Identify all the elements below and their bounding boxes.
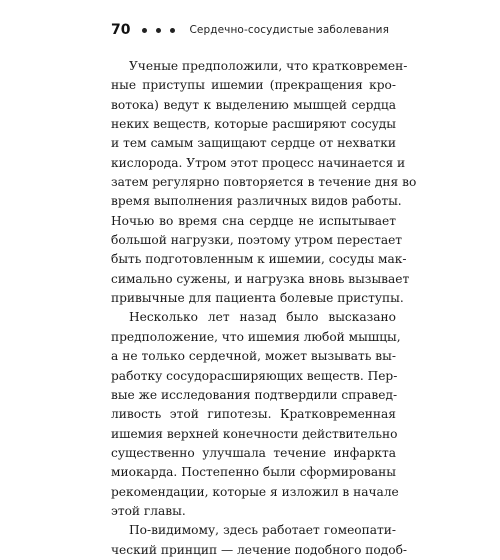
body-text — [111, 57, 417, 560]
text-line: Ночью во время сна сердце не испытывает — [111, 213, 396, 228]
text-line: ческий принцип — лечение подобного подоб- — [111, 542, 408, 557]
text-line: кислорода. Утром этот процесс начинается и — [111, 155, 406, 170]
paragraph — [111, 308, 401, 521]
running-title: Сердечно-сосудистые заболевания — [189, 24, 390, 36]
page-number: 70 — [111, 22, 131, 38]
text-line: быть подготовленным к ишемии, сосуды мак- — [111, 252, 407, 267]
text-line: неких веществ, которые расширяют сосуды — [111, 117, 396, 132]
text-line: а не только сердечной, может вызывать вы- — [111, 349, 396, 364]
text-line: работку сосудорасширяющих веществ. Пер- — [111, 368, 398, 383]
text-line: вые же исследования подтвердили справед- — [111, 387, 398, 402]
page-header — [111, 20, 396, 40]
text-line: симально сужены, и нагрузка вновь вызывает — [111, 271, 410, 286]
paragraph — [111, 521, 408, 560]
text-line: затем регулярно повторяется в течение дня во — [111, 175, 417, 190]
text-line: и тем самым защищают сердце от нехватки — [111, 136, 396, 151]
header-dots-ornament — [142, 28, 175, 33]
text-line: существенно улучшала течение инфаркта — [111, 445, 396, 460]
text-line: ные приступы ишемии (прекращения кро- — [111, 78, 396, 93]
text-line: большой нагрузки, поэтому утром перестает — [111, 233, 403, 248]
text-line: ишемия верхней конечности действительно — [111, 426, 398, 441]
text-line: этой главы. — [111, 503, 186, 518]
text-line: миокарда. Постепенно были сформированы — [111, 465, 396, 480]
text-line: Несколько лет назад было высказано — [129, 310, 396, 325]
dot-icon — [142, 28, 147, 33]
dot-icon — [156, 28, 161, 33]
text-line: По-видимому, здесь работает гомеопати- — [129, 523, 396, 538]
text-line: вотока) ведут к выделению мышцей сердца — [111, 97, 396, 112]
text-line: рекомендации, которые я изложил в начале — [111, 484, 399, 499]
text-line: ливость этой гипотезы. Кратковременная — [111, 407, 396, 422]
text-line: время выполнения различных видов работы. — [111, 194, 402, 209]
text-line: привычные для пациента болевые приступы. — [111, 291, 404, 306]
text-line: предположение, что ишемия любой мышцы, — [111, 329, 401, 344]
text-line: Ученые предположили, что кратковремен- — [129, 59, 408, 73]
dot-icon — [170, 28, 175, 33]
paragraph — [111, 57, 417, 308]
